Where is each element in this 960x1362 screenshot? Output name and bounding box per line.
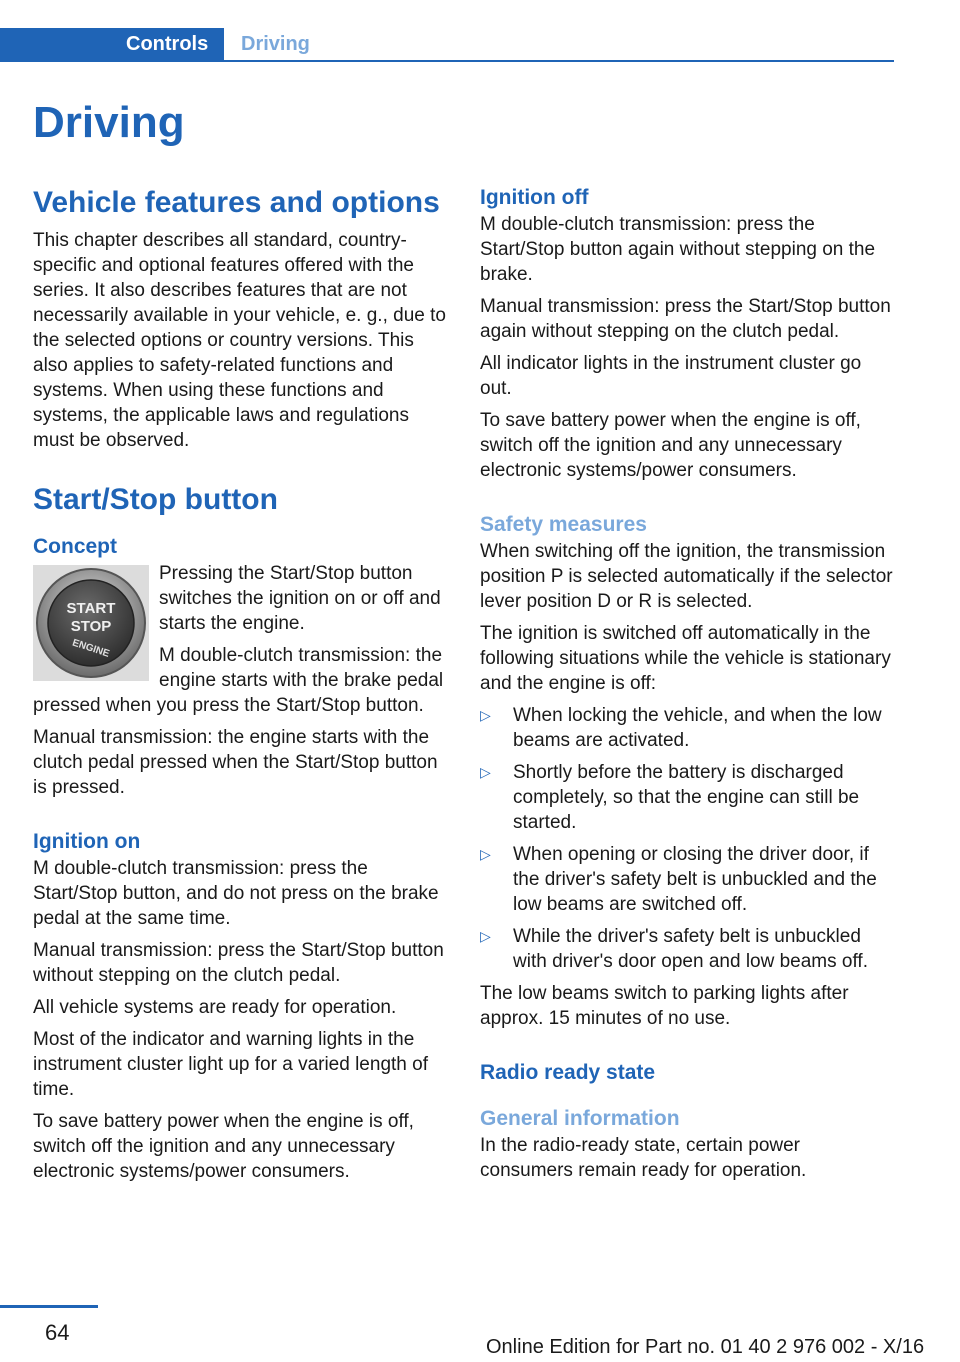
list-item-text: When opening or closing the driver door, if the driver's safety belt is unbuckled and the low beams are switched off.: [513, 844, 877, 915]
button-label-engine: ENGINE: [70, 637, 111, 660]
list-item: [480, 842, 898, 917]
ignition-off-paragraph-3: All indicator lights in the instrument cluster go out.: [480, 353, 862, 399]
tab-driving[interactable]: Driving: [241, 33, 310, 55]
ignition-on-paragraph-3: All vehicle systems are ready for operation.: [33, 997, 397, 1018]
safety-paragraph-2: The ignition is switched off automatically in the following situations while the vehicle is stationary and the engine is off:: [480, 623, 891, 694]
start-stop-button-icon: [33, 565, 149, 681]
triangle-bullet-icon: ▷: [480, 846, 491, 862]
ignition-off-paragraph-2: Manual transmission: press the Start/Stop button again without stepping on the clutch pedal.: [480, 296, 891, 342]
concept-paragraph-1: Pressing the Start/Stop button switches the ignition on or off and starts the engine.: [159, 563, 441, 634]
list-item: [480, 760, 898, 835]
heading-general-information: General information: [480, 1107, 680, 1130]
chapter-title-start-stop: Start/Stop button: [33, 483, 278, 516]
header-divider: [0, 60, 894, 62]
general-paragraph-1: In the radio-ready state, certain power consumers remain ready for operation.: [480, 1135, 807, 1181]
heading-safety-measures: Safety measures: [480, 513, 647, 536]
button-label-stop: STOP: [70, 618, 112, 635]
start-stop-button-image: [33, 565, 149, 681]
triangle-bullet-icon: ▷: [480, 764, 491, 780]
safety-paragraph-3: The low beams switch to parking lights after approx. 15 minutes of no use.: [480, 983, 849, 1029]
button-label-start: START: [66, 600, 116, 617]
concept-block: [33, 561, 448, 800]
header-bar: [0, 0, 894, 62]
left-column: [33, 184, 448, 1191]
ignition-on-paragraph-5: To save battery power when the engine is off, switch off the ignition and any unnecessary electronic systems/power consumers.: [33, 1111, 414, 1182]
tab-controls[interactable]: Controls: [0, 28, 224, 62]
ignition-off-paragraph-1: M double-clutch transmission: press the Start/Stop button again without stepping on the brake.: [480, 214, 876, 285]
footer-edition-text: Online Edition for Part no. 01 40 2 976 002 - X/16: [486, 1336, 925, 1358]
heading-ignition-on: Ignition on: [33, 830, 141, 853]
heading-concept: Concept: [33, 535, 117, 558]
concept-paragraph-2: M double-clutch transmission: the engine starts with the brake pedal pressed when you press the Start/Stop button.: [33, 645, 444, 716]
list-item-text: When locking the vehicle, and when the low beams are activated.: [513, 705, 882, 751]
page-number: 64: [45, 1320, 70, 1345]
safety-paragraph-1: When switching off the ignition, the transmission position P is selected automatically if the selector lever position D or R is selected.: [480, 541, 893, 612]
list-item: [480, 924, 898, 974]
right-column: [480, 184, 898, 1190]
heading-ignition-off: Ignition off: [480, 186, 589, 209]
concept-paragraph-3: Manual transmission: the engine starts with the clutch pedal pressed when the Start/Stop button is pressed.: [33, 727, 438, 798]
page-title: Driving: [33, 98, 185, 147]
ignition-off-paragraph-4: To save battery power when the engine is off, switch off the ignition and any unnecessary electronic systems/power consumers.: [480, 410, 861, 481]
section-text-vehicle-features: This chapter describes all standard, country-specific and optional features offered with the series. It also describes features that are not necessarily available in your vehicle, e. g., due to the selected options or country versions. This also applies to safety-related functions and systems. When using these functions and systems, the applicable laws and regulations must be observed.: [33, 230, 446, 451]
list-item-text: While the driver's safety belt is unbuckled with driver's door open and low beams off.: [513, 926, 868, 972]
triangle-bullet-icon: ▷: [480, 928, 491, 944]
triangle-bullet-icon: ▷: [480, 707, 491, 723]
list-item-text: Shortly before the battery is discharged completely, so that the engine can still be started.: [513, 762, 860, 833]
section-title-vehicle-features: Vehicle features and options: [33, 186, 440, 219]
ignition-on-paragraph-2: Manual transmission: press the Start/Stop button without stepping on the clutch pedal.: [33, 940, 444, 986]
heading-radio-ready-state: Radio ready state: [480, 1061, 656, 1084]
footer-divider: [0, 1305, 98, 1308]
ignition-on-paragraph-1: M double-clutch transmission: press the Start/Stop button, and do not press on the brake pedal at the same time.: [33, 858, 439, 929]
ignition-on-paragraph-4: Most of the indicator and warning lights in the instrument cluster light up for a varied length of time.: [33, 1029, 428, 1100]
list-item: [480, 703, 898, 753]
